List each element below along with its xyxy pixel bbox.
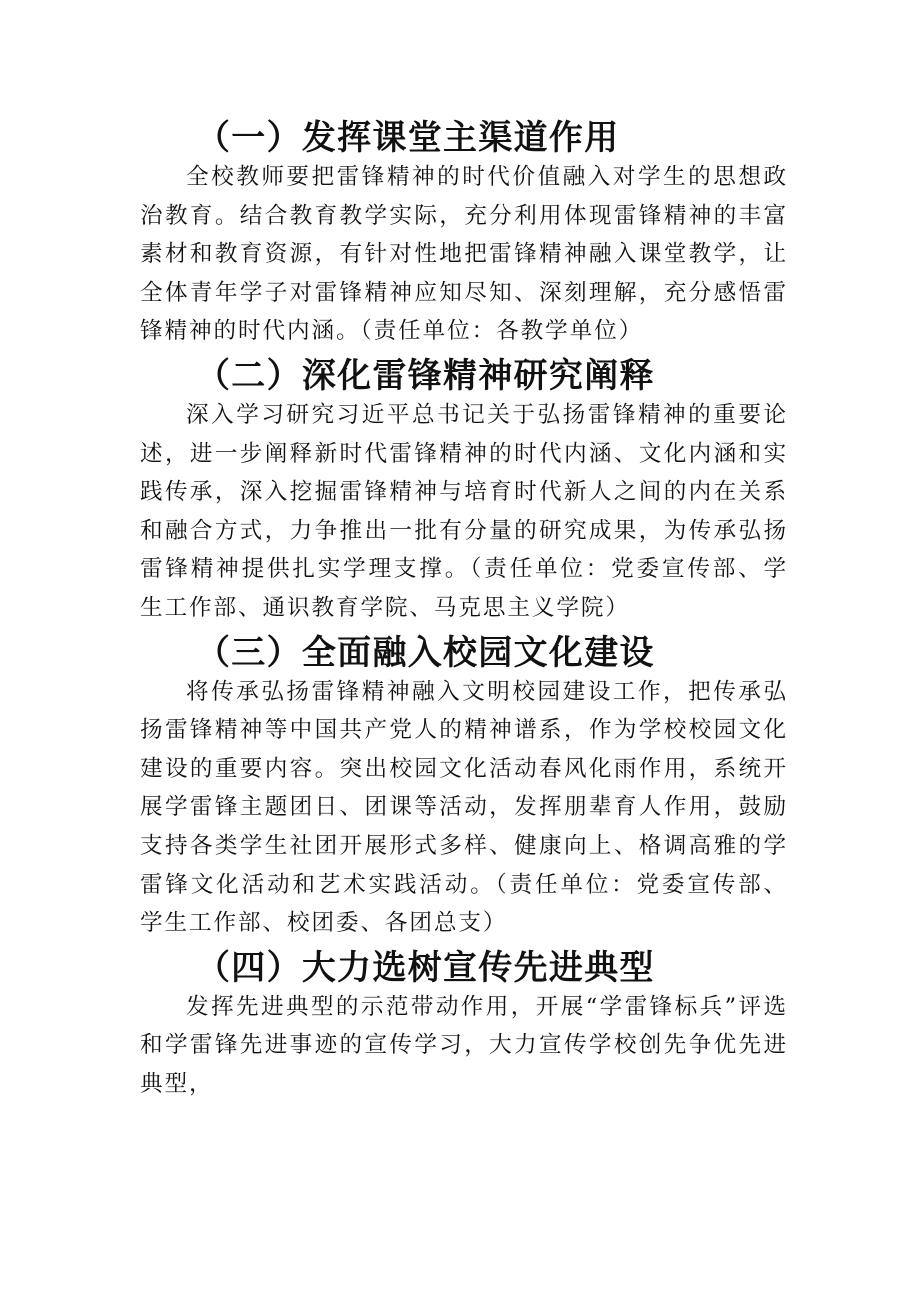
- section-1: [140, 117, 788, 351]
- section-2: [140, 355, 788, 628]
- section-paragraph: 深入学习研究习近平总书记关于弘扬雷锋精神的重要论述，进一步阐释新时代雷锋精神的时代内涵、文化内涵和实践传承，深入挖掘雷锋精神与培育时代新人之间的内在关系和融合方式，力争推出一批有分量的研究成果，为传承弘扬雷锋精神提供扎实学理支撑。（责任单位：党委宣传部、学生工作部、通识教育学院、马克思主义学院）: [140, 401, 788, 621]
- section-4: [140, 947, 788, 1104]
- section-3: [140, 632, 788, 943]
- section-heading: （一）发挥课堂主渠道作用: [196, 118, 620, 157]
- section-paragraph: 全校教师要把雷锋精神的时代价值融入对学生的思想政治教育。结合教育教学实际，充分利用体现雷锋精神的丰富素材和教育资源，有针对性地把雷锋精神融入课堂教学，让全体青年学子对雷锋精神应知尽知、深刻理解，充分感悟雷锋精神的时代内涵。（责任单位：各教学单位）: [140, 164, 788, 345]
- section-heading: （四）大力选树宣传先进典型: [196, 947, 655, 987]
- section-paragraph: 将传承弘扬雷锋精神融入文明校园建设工作，把传承弘扬雷锋精神等中国共产党人的精神谱系，作为学校校园文化建设的重要内容。突出校园文化活动春风化雨作用，系统开展学雷锋主题团日、团课等活动，发挥朋辈育人作用，鼓励支持各类学生社团开展形式多样、健康向上、格调高雅的学雷锋文化活动和艺术实践活动。（责任单位：党委宣传部、学生工作部、校团委、各团总支）: [140, 678, 788, 937]
- document-body: [140, 117, 788, 1107]
- section-paragraph: 发挥先进典型的示范带动作用，开展“学雷锋标兵”评选和学雷锋先进事迹的宣传学习，大力宣传学校创先争优先进典型，: [140, 993, 788, 1097]
- section-heading: （三）全面融入校园文化建设: [196, 632, 655, 672]
- section-heading: （二）深化雷锋精神研究阐释: [196, 355, 655, 395]
